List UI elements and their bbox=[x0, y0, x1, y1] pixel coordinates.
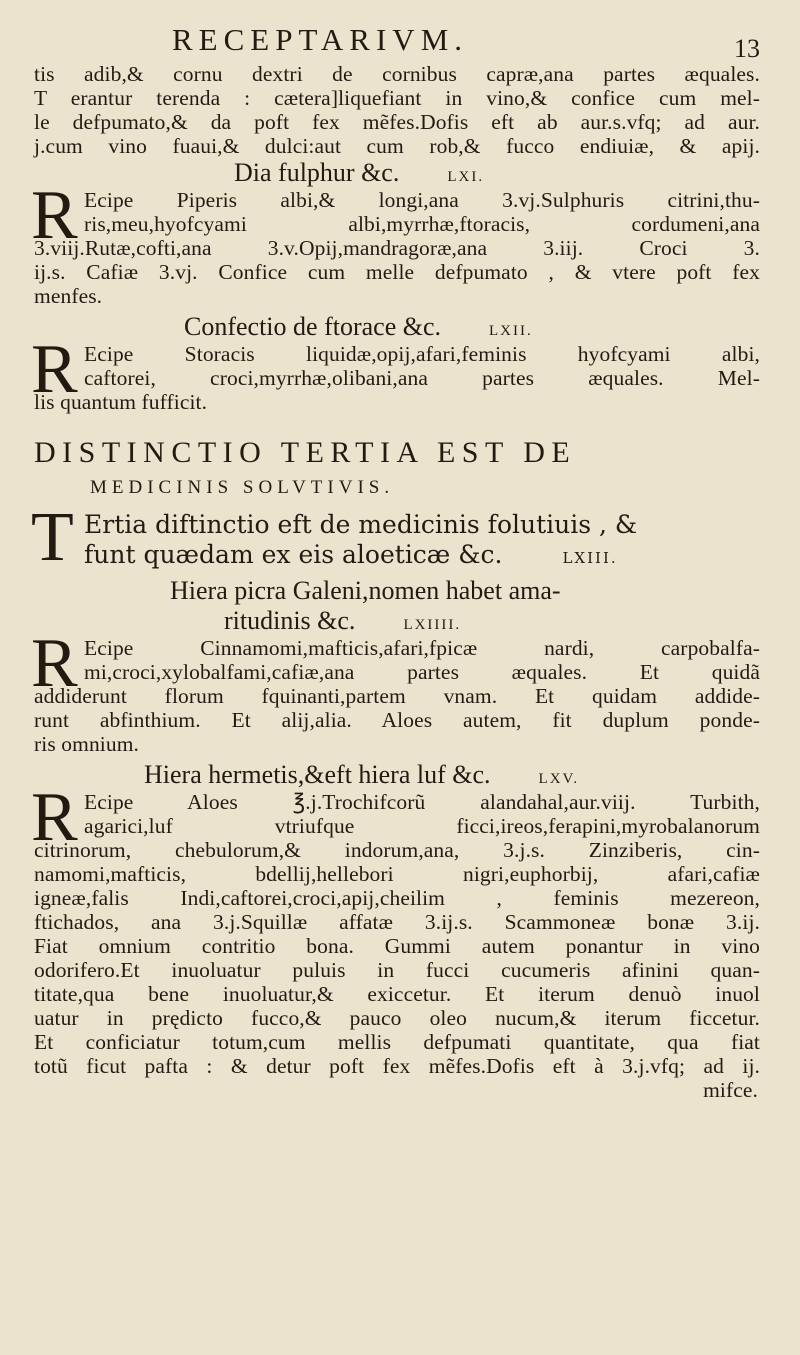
recipe-number: LXIIII. bbox=[403, 617, 462, 633]
recipe-heading: Hiera picra Galeni,nomen habet ama- bbox=[170, 576, 561, 605]
recipe-heading bbox=[34, 606, 760, 636]
text-line: caftorei, croci,myrrhæ,olibani,ana partes æquales. Mel- bbox=[84, 366, 760, 390]
text-line: Ecipe Storacis liquidæ,opij,afari,feminis hyofcyami albi, bbox=[84, 342, 760, 366]
catchword: mifce. bbox=[703, 1078, 758, 1102]
text-line: ij.s. Cafiæ 3.vj. Confice cum melle defpumato , & vtere poft fex bbox=[34, 260, 760, 284]
drop-capital: R bbox=[31, 625, 78, 702]
text-line: odorifero.Et inuoluatur puluis in fucci cucumeris afinini quan- bbox=[34, 958, 760, 982]
intro-paragraph bbox=[34, 62, 760, 158]
text-line: Fiat omnium contritio bona. Gummi autem ponantur in vino bbox=[34, 934, 760, 958]
section-title: DISTINCTIO TERTIA EST DE bbox=[34, 436, 577, 469]
recipe-number: LXI. bbox=[447, 169, 485, 185]
heading-text: Dia fulphur &c. bbox=[234, 158, 400, 187]
text-line: le defpumato,& da poft fex mẽfes.Dofis eft ab aur.s.vfq; ad aur. bbox=[34, 110, 760, 134]
text-line: ris omnium. bbox=[34, 732, 140, 756]
text-line: Et conficiatur totum,cum mellis defpumati quantitate, qua fiat bbox=[34, 1030, 760, 1054]
drop-capital: R bbox=[31, 331, 78, 408]
text-line: citrinorum, chebulorum,& indorum,ana, 3.j.s. Zinziberis, cin- bbox=[34, 838, 760, 862]
drop-capital: R bbox=[31, 177, 78, 254]
text-line: runt abfinthium. Et alij,alia. Aloes autem, fit duplum ponde- bbox=[34, 708, 760, 732]
section-subtitle: MEDICINIS SOLVTIVIS. bbox=[90, 477, 395, 498]
page-number: 13 bbox=[734, 34, 760, 63]
text-line: agarici,luf vtriufque ficci,ireos,ferapini,myrobalanorum bbox=[84, 814, 760, 838]
recipe-heading bbox=[34, 158, 760, 188]
text-line: ris,meu,hyofcyami albi,myrrhæ,ftoracis, cordumeni,ana bbox=[84, 212, 760, 236]
text-line: Ecipe Aloes ℥.j.Trochifcorũ alandahal,aur.viij. Turbith, bbox=[84, 790, 760, 814]
text-line: totũ ficut pafta : & detur poft fex mẽfes.Dofis eft à 3.j.vfq; ad ij. bbox=[34, 1054, 760, 1078]
text-line: namomi,mafticis, bdellij,hellebori nigri,euphorbij, afari,cafiæ bbox=[34, 862, 760, 886]
drop-capital: R bbox=[31, 779, 78, 856]
text-line: tis adib,& cornu dextri de cornibus capræ,ana partes æquales. bbox=[34, 62, 760, 86]
text-line: menfes. bbox=[34, 284, 103, 308]
heading-text: ritudinis &c. bbox=[224, 606, 356, 635]
text-line: funt quædam ex eis aloeticæ &c. LXIII. bbox=[84, 540, 618, 569]
body-text bbox=[31, 62, 760, 1102]
text-line: Ertia diftinctio eft de medicinis folutiuis , & bbox=[84, 510, 638, 539]
recipe-heading bbox=[34, 760, 760, 790]
text-line: addiderunt florum fquinanti,partem vnam. Et quidam addide- bbox=[34, 684, 760, 708]
text-line: j.cum vino fuaui,& dulci:aut cum rob,& fucco endiuiæ, & apij. bbox=[34, 134, 760, 158]
recipe-number: LXII. bbox=[489, 323, 533, 339]
recipe-number: LXV. bbox=[538, 771, 580, 787]
heading-text: Confectio de ftorace &c. bbox=[184, 312, 441, 341]
drop-capital: T bbox=[31, 499, 74, 576]
text-line: Ecipe Piperis albi,& longi,ana 3.vj.Sulphuris citrini,thu- bbox=[84, 188, 760, 212]
running-title: RECEPTARIVM. bbox=[172, 22, 469, 57]
text-line: uatur in prędicto fucco,& pauco oleo nucum,& iterum ficcetur. bbox=[34, 1006, 760, 1030]
recipe-heading bbox=[34, 312, 760, 342]
heading-text: Hiera hermetis,&eft hiera luf &c. bbox=[144, 760, 491, 789]
text-line: lis quantum fufficit. bbox=[34, 390, 208, 414]
text-line: titate,qua bene inuoluatur,& exiccetur. Et iterum denuò inuol bbox=[34, 982, 760, 1006]
text-line: Ecipe Cinnamomi,mafticis,afari,fpicæ nardi, carpobalfa- bbox=[84, 636, 760, 660]
text-line: 3.viij.Rutæ,cofti,ana 3.v.Opij,mandragoræ,ana 3.iij. Croci 3. bbox=[34, 236, 760, 260]
text-line: mi,croci,xylobalfami,cafiæ,ana partes æquales. Et quidã bbox=[84, 660, 760, 684]
text-line: T erantur terenda : cætera]liquefiant in vino,& confice cum mel- bbox=[34, 86, 760, 110]
intro-paragraph bbox=[31, 499, 760, 576]
text-line: igneæ,falis Indi,caftorei,croci,apij,cheilim , feminis mezereon, bbox=[34, 886, 760, 910]
recipe-number: LXIII. bbox=[562, 549, 618, 567]
text-line: ftichados, ana 3.j.Squillæ affatæ 3.ij.s. Scammoneæ bonæ 3.ij. bbox=[34, 910, 760, 934]
page-header bbox=[0, 22, 800, 62]
